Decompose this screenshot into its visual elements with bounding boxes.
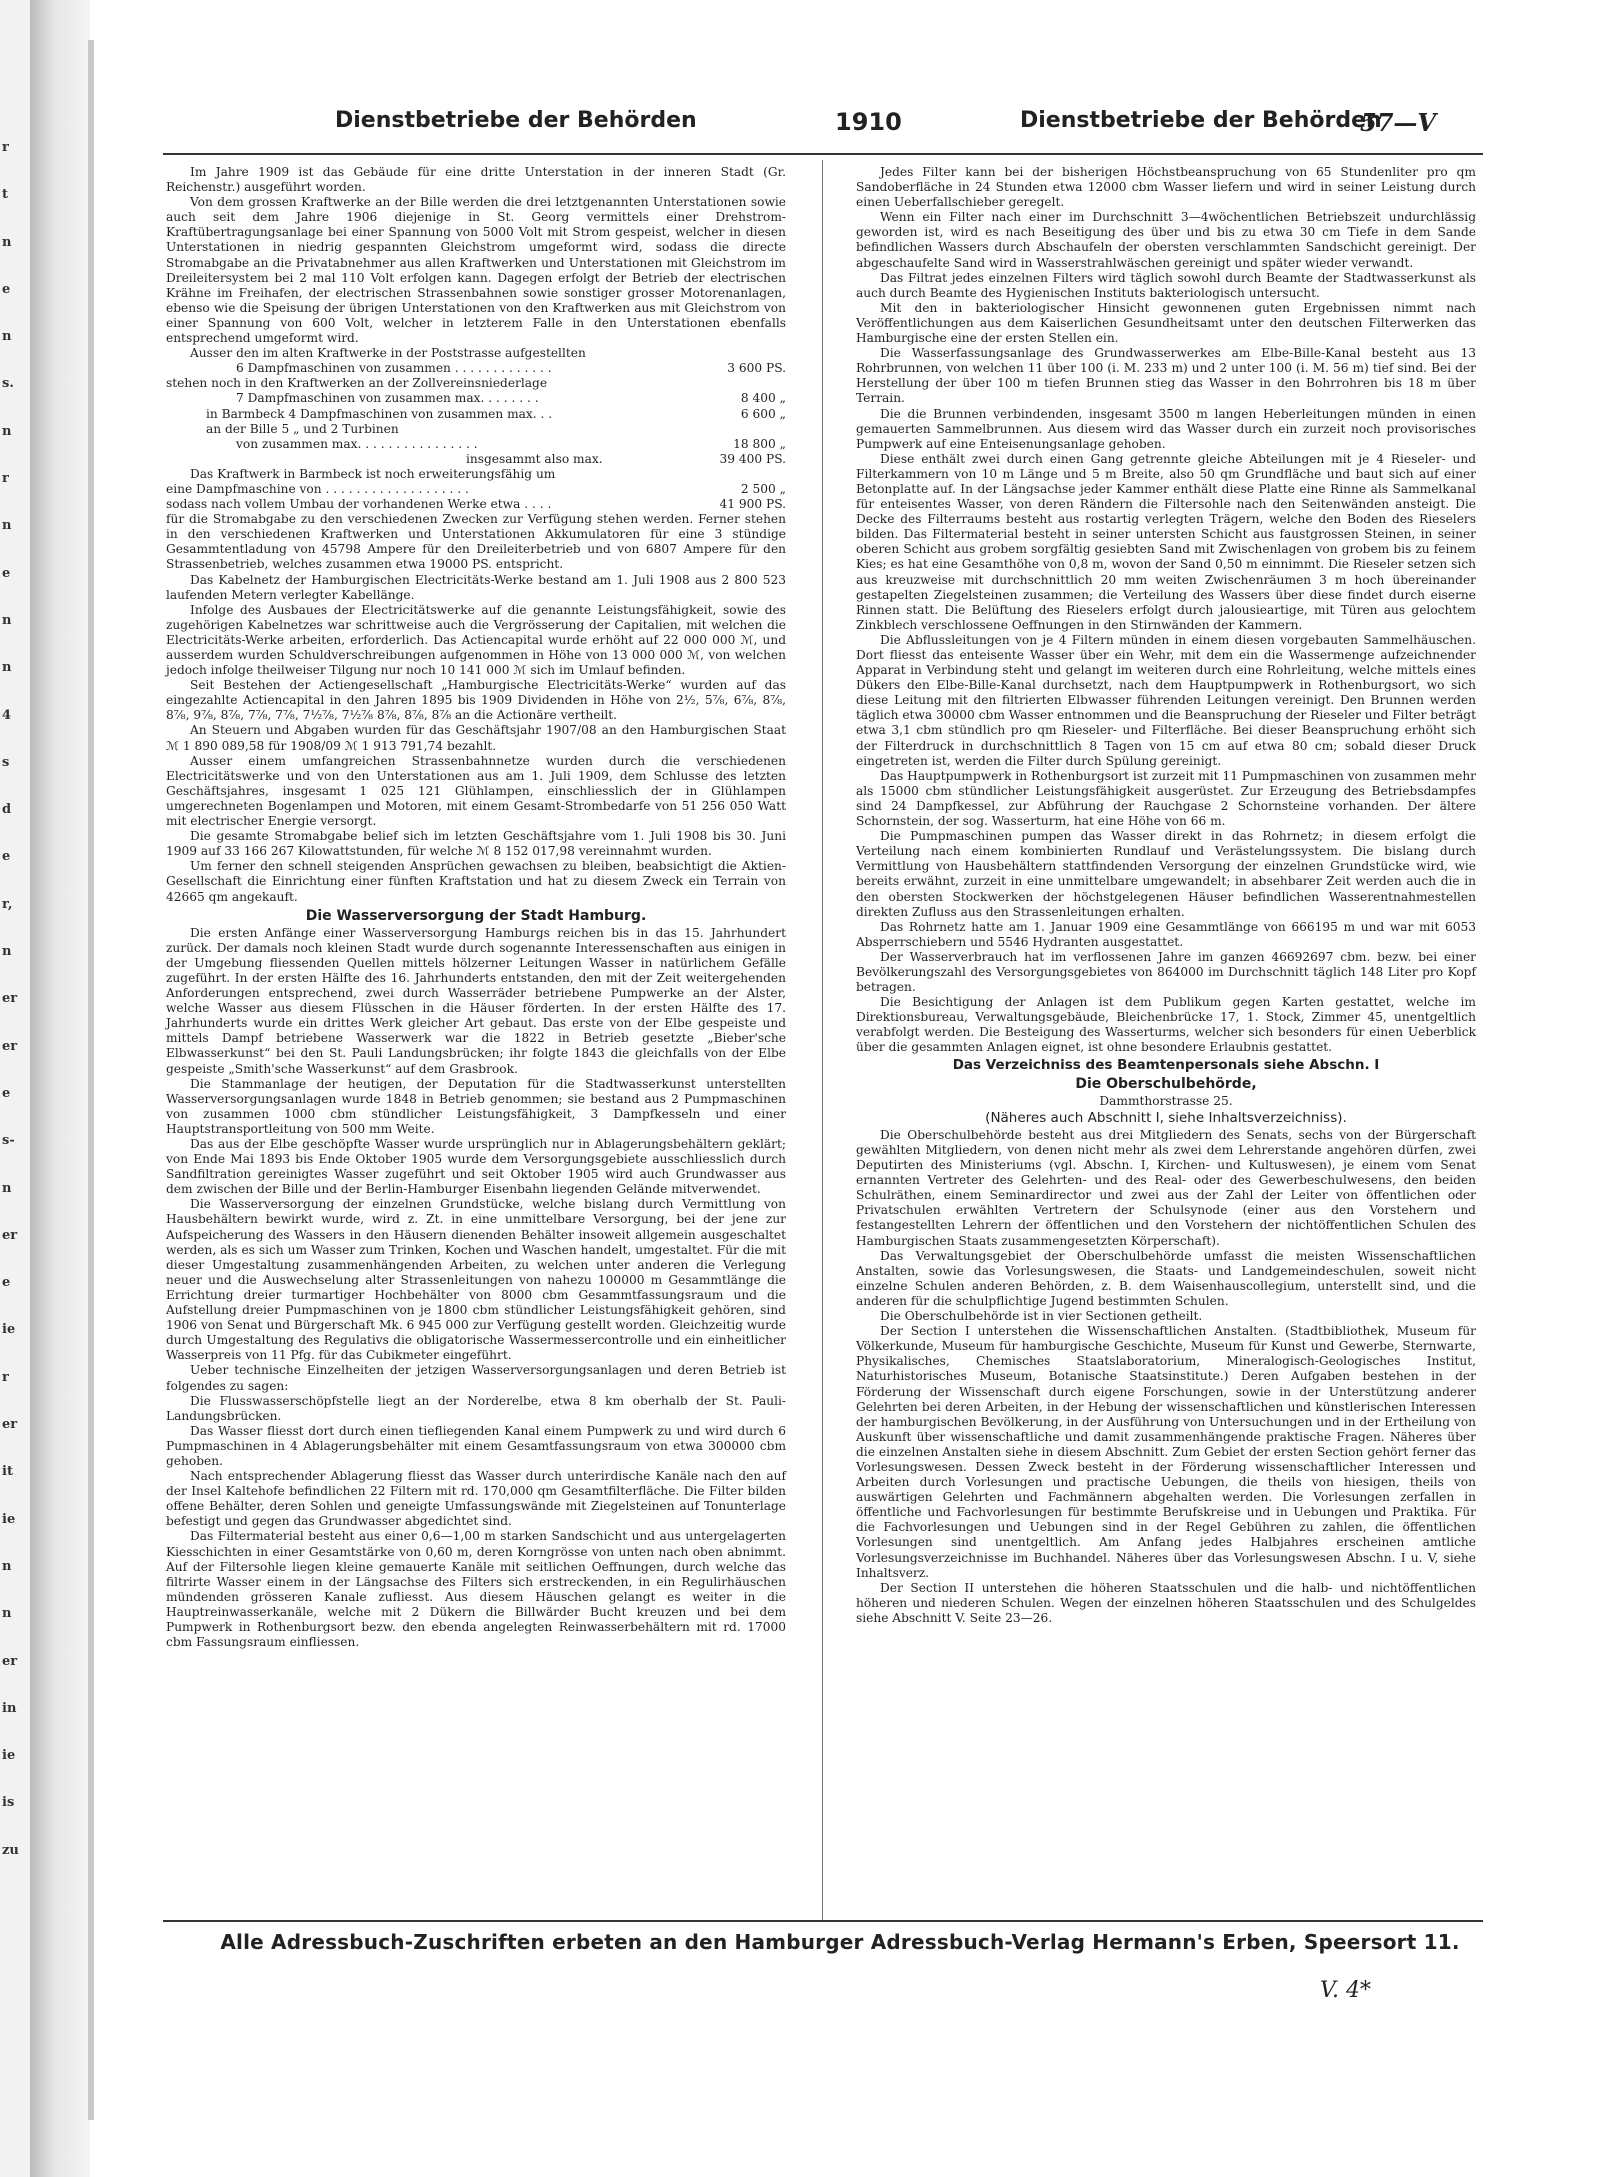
paragraph: Das Rohrnetz hatte am 1. Januar 1909 eine Gesammtlänge von 666195 m und war mit 6053 Absperrschiebern und 5546 Hydranten ausgestattet. — [856, 919, 1476, 949]
capacity-label: 7 Dampfmaschinen von zusammen max. . . . . . . . — [236, 391, 539, 406]
capacity-value: 3 600 PS. — [727, 361, 786, 376]
margin-fragment: ie — [2, 1748, 16, 1764]
staff-reference-note: Das Verzeichniss des Beamtenpersonals siehe Abschn. I — [952, 1056, 1380, 1073]
margin-fragment: e — [2, 565, 11, 581]
capacity-row — [166, 482, 786, 497]
section-heading-water: Die Wasserversorgung der Stadt Hamburg. — [305, 907, 647, 924]
margin-fragment: e — [2, 1275, 11, 1291]
margin-fragment: er — [2, 991, 18, 1007]
school-reference: (Näheres auch Abschnitt I, siehe Inhaltsverzeichniss). — [985, 1109, 1347, 1126]
capacity-row — [166, 437, 786, 452]
paragraph: Die Flusswasserschöpfstelle liegt an der Norderelbe, etwa 8 km oberhalb der St. Pauli-Landungsbrücken. — [166, 1393, 786, 1423]
paragraph: Diese enthält zwei durch einen Gang getrennte gleiche Abteilungen mit je 4 Rieseler- und Filterkammern von 10 m Länge und 5 m Breite, also 50 qm Grundfläche und baut sich auf einer Betonplatte auf. In der Längsachse jeder Kammer enthält diese Platte eine Rinne als Sammelkanal für enteisentes Wasser, von deren Rändern die Filtersohle nach den Seitenwänden ansteigt. Die Decke des Filterraums besteht aus rostartig verlegten Trägern, welche den Boden des Rieselers bilden. Das Filtermaterial besteht in seiner untersten Schicht aus faustgrossen Steinen, in seiner oberen Schicht aus grobem sorgfältig gesiebten Sand mit Zwischenlagen von grobem bis zu feinem Kies; es hat eine Gesamthöhe von 0,8 m, wovon der Sand 0,50 m einnimmt. Die Rieseler setzen sich aus kreuzweise mit durchschnittlich 20 mm weiten Zwischenräumen 3 m hoch übereinander gestapelten Ziegelsteinen zusammen; die Verteilung des Wassers über diese findet durch eiserne Rinnen statt. Die Belüftung des Rieselers erfolgt durch jalousieartige, mit Türen aus gelochtem Zinkblech verschlossene Oeffnungen in den Stirnwänden der Kammern. — [856, 451, 1476, 632]
margin-fragment: d — [2, 802, 12, 818]
paragraph: Die Abflussleitungen von je 4 Filtern münden in einem diesen vorgebauten Sammelhäuschen. Dort fliesst das enteisente Wasser über ein Wehr, mit dem ein die Wassermenge aufzeichnender Apparat in Verbindung steht und gelangt im weiteren durch eine Rohrleitung, welche mittels eines Dükers den Elbe-Bille-Kanal durchsetzt, nach dem Hauptpumpwerk in Rothenburgsort, wo sich diese Leitung mit den filtrierten Elbwasser führenden Leitungen vereinigt. Den Brunnen werden täglich etwa 30000 cbm Wasser entnommen und die Beanspruchung der Rieseler und Filter beträgt etwa 3,1 cbm stündlich pro qm Rieseler- und Filterfläche. Bei dieser Beanspruchung erhöht sich der Filterdruck in durchschnittlich 8 Tagen von 15 cm auf etwa 80 cm; sobald dieser Druck eingetreten ist, werden die Filter durch Spülung gereinigt. — [856, 632, 1476, 768]
margin-fragment: n — [2, 944, 12, 960]
margin-fragment: e — [2, 281, 11, 297]
capacity-label: in Barmbeck 4 Dampfmaschinen von zusammen max. . . — [206, 406, 553, 421]
school-address: Dammthorstrasse 25. — [1099, 1093, 1233, 1108]
margin-fragment: er — [2, 1653, 18, 1669]
paragraph: Die Wasserversorgung der einzelnen Grundstücke, welche bislang durch Vermittlung von Hausbehältern bewirkt wurde, wird z. Zt. in eine unmittelbare Versorgung, bei der jene zur Aufspeicherung des Wassers in den Häusern dienenden Behälter insoweit allgemein ausgeschaltet werden, als es sich um Wasser zum Trinken, Kochen und Waschen handelt, umgestaltet. Für die mit dieser Umgestaltung zusammenhängenden Arbeiten, zu welchen unter anderen die Verlegung neuer und die Auswechselung alter Strassenleitungen von nahezu 100000 m Gesammtlänge die Errichtung dreier turmartiger Hochbehälter von 8000 cbm Gesammtfassungsraum und die Aufstellung dreier Pumpmaschinen von je 1800 cbm stündlicher Leistungsfähigkeit gehören, sind 1906 von Senat und Bürgerschaft Mk. 6 945 000 zur Verfügung gestellt worden. Gleichzeitig wurde durch Umgestaltung des Regulativs die obligatorische Wassermessercontrolle und ein einheitlicher Wasserpreis von 11 Pfg. für das Cubikmeter eingeführt. — [166, 1197, 786, 1363]
header-rule — [163, 153, 1483, 155]
paragraph: Der Section I unterstehen die Wissenschaftlichen Anstalten. (Stadtbibliothek, Museum für Völkerkunde, Museum für hamburgische Geschichte, Museum für Kunst und Gewerbe, Sternwarte, Physikalisches, Chemisches Staatslaboratorium, Mineralogisch-Geologisches Institut, Naturhistorisches Museum, Botanische Staatsinstitute.) Deren Aufgaben bestehen in der Förderung der Wissenschaft durch eigene Forschungen, sowie in der Unterstützung anderer Gelehrten bei deren Arbeiten, in der Hebung der wissenschaftlichen und künstlerischen Interessen der hamburgischen Bevölkerung, in der Ausführung von Untersuchungen und in der Ertheilung von Auskunft über wissenschaftliche und damit zusammenhängende praktische Fragen. Näheres über die einzelnen Anstalten siehe in diesem Abschnitt. Zum Gebiet der ersten Section gehört ferner das Vorlesungswesen. Dessen Zweck besteht in der Förderung wissenschaftlicher Interessen und Arbeiten durch Vorlesungen und practische Uebungen, die theils von hiesigen, theils von auswärtigen Gelehrten und Fachmännern abgehalten werden. Die Vorlesungen zerfallen in öffentliche und Fachvorlesungen für bestimmte Berufskreise und in Uebungen und Praktika. Für die Fachvorlesungen und Uebungen sind in der Regel Gebühren zu zahlen, die öffentlichen Vorlesungen sind unentgeltlich. Am Anfang jedes Halbjahres erscheinen amtliche Vorlesungsverzeichnisse im Buchhandel. Näheres über das Vorlesungswesen Abschn. I u. V, siehe Inhaltsverz. — [856, 1324, 1476, 1580]
margin-fragment: er — [2, 1227, 18, 1243]
margin-fragment: s — [2, 754, 10, 770]
paragraph: Die Oberschulbehörde ist in vier Sectionen getheilt. — [880, 1309, 1203, 1324]
capacity-label: von zusammen max. . . . . . . . . . . . . . . . — [236, 436, 478, 451]
signature-mark: V. 4* — [1320, 1978, 1372, 2003]
margin-fragment: s. — [2, 376, 14, 392]
gutter-shadow — [88, 40, 94, 2120]
capacity-row — [166, 497, 786, 512]
footer-rule — [163, 1920, 1483, 1922]
section-heading-school: Die Oberschulbehörde, — [1075, 1075, 1257, 1092]
capacity-row — [166, 422, 786, 437]
paragraph: Die Wasserfassungsanlage des Grundwasserwerkes am Elbe-Bille-Kanal besteht aus 13 Rohrbrunnen, von welchen 11 über 100 (i. M. 233 m) und 2 unter 100 (i. M. 56 m) tief sind. Bei der Herstellung der über 100 m tiefen Brunnen stieg das Wasser in den Bohrrohren bis 18 m über Terrain. — [856, 346, 1476, 406]
margin-fragment: is — [2, 1795, 15, 1811]
paragraph: Das Filtrat jedes einzelnen Filters wird täglich sowohl durch Beamte der Stadtwasserkunst als auch durch Beamte des Hygienischen Instituts bakteriologisch untersucht. — [856, 270, 1476, 300]
paragraph: Im Jahre 1909 ist das Gebäude für eine dritte Unterstation in der inneren Stadt (Gr. Reichenstr.) ausgeführt worden. — [166, 165, 786, 195]
paragraph: Von dem grossen Kraftwerke an der Bille werden die drei letztgenannten Unterstationen sowie auch seit dem Jahre 1906 diejenige in St. Georg vermittels einer Drehstrom-Kraftübertragungsanlage bei einer Spannung von 5000 Volt mit Strom gespeist, welcher in diesen Unterstationen in niedrig gespannten Gleichstrom umgeformt wird, sodass die directe Stromabgabe an die Privatabnehmer aus allen Kraftwerken und Unterstationen mit Gleichstrom im Dreileitersystem bei 2 mal 110 Volt erfolgen kann. Dagegen erfolgt der Betrieb der electrischen Krähne im Freihafen, der electrischen Strassenbahnen sowie sonstiger grosser Motorenanlagen, ebenso wie die Speisung der übrigen Unterstationen von den Kraftwerken aus mit Gleichstrom von einer Spannung von 600 Volt, welcher in letzterem Falle in den Unterstationen ebenfalls entsprechend umgeformt wird. — [166, 195, 786, 346]
paragraph: Das Filtermaterial besteht aus einer 0,6—1,00 m starken Sandschicht und aus untergelagerten Kiesschichten in einer Gesamtstärke von 0,60 m, deren Korngrösse von unten nach oben abnimmt. Auf der Filtersohle liegen kleine gemauerte Kanäle mit seitlichen Oeffnungen, durch welche das filtrirte Wasser einem in der Längsachse des Filters sich erstreckenden, in ein Regulirhäuschen mündenden grösseren Kanale zufliesst. Aus diesem Häuschen gelangt es weiter in die Hauptreinwasserkanäle, welche mit 2 Dükern die Billwärder Bucht kreuzen und bei dem Pumpwerk in Rothenburgsort bezw. den ebenda angelegten Reinwasserbehältern mit rd. 17000 cbm Fassungsraum einfliessen. — [166, 1529, 786, 1650]
paragraph: Wenn ein Filter nach einer im Durchschnitt 3—4wöchentlichen Betriebszeit undurchlässig geworden ist, wird es nach Beseitigung des über und bis zu etwa 30 cm Tiefe in dem Sande befindlichen Wassers durch Abschaufeln der obersten verschlammten Sandschicht gereinigt. Der abgeschaufelte Sand wird in Wasserstrahlwäschen gereinigt und später wieder verwandt. — [856, 210, 1476, 270]
margin-fragment: n — [2, 660, 12, 676]
margin-fragment: n — [2, 234, 12, 250]
paragraph: Nach entsprechender Ablagerung fliesst das Wasser durch unterirdische Kanäle nach den auf der Insel Kaltehofe befindlichen 22 Filtern mit rd. 170,000 qm Gesamtfilterfläche. Die Filter bilden offene Behälter, deren Sohlen und geneigte Umfassungswände mit Ziegelsteinen auf Tonunterlage befestigt und gegen das Grundwasser abgedichtet sind. — [166, 1469, 786, 1529]
margin-fragment: t — [2, 187, 9, 203]
paragraph: Das aus der Elbe geschöpfte Wasser wurde ursprünglich nur in Ablagerungsbehältern geklärt; von Ende Mai 1893 bis Ende Oktober 1905 wurde dem Versorgungsgebiete ausschliesslich durch Sandfiltration gereinigtes Wasser zugeführt und seit Oktober 1905 wird auch Grundwasser aus dem zwischen der Bille und der Berlin-Hamburger Eisenbahn liegenden Gelände mitverwendet. — [166, 1137, 786, 1197]
paragraph: Die Besichtigung der Anlagen ist dem Publikum gegen Karten gestattet, welche im Direktionsbureau, Verwaltungsgebäude, Bleichenbrücke 17, 1. Stock, Zimmer 45, unentgeltlich verabfolgt werden. Die Besteigung des Wasserturms, welcher sich besonders für einen Ueberblick über die gesammten Anlagen eignet, ist ohne besondere Erlaubnis gestattet. — [856, 995, 1476, 1055]
header-year: 1910 — [835, 108, 902, 136]
capacity-value: 8 400 „ — [740, 391, 786, 406]
paragraph: Um ferner den schnell steigenden Ansprüchen gewachsen zu bleiben, beabsichtigt die Aktien-Gesellschaft die Einrichtung einer fünften Kraftstation und hat zu diesem Zweck ein Terrain von 42665 qm angekauft. — [166, 859, 786, 904]
capacity-row — [166, 361, 786, 376]
margin-fragment: in — [2, 1700, 17, 1716]
adjacent-page-strip — [0, 0, 32, 2177]
margin-fragment: s- — [2, 1133, 15, 1149]
margin-fragment: zu — [2, 1842, 19, 1858]
margin-fragment: n — [2, 612, 12, 628]
margin-fragment: r — [2, 140, 9, 155]
capacity-label: 6 Dampfmaschinen von zusammen . . . . . . . . . . . . . — [236, 361, 552, 376]
margin-fragment: ie — [2, 1511, 16, 1527]
page-header — [160, 108, 1530, 148]
paragraph: Mit den in bakteriologischer Hinsicht gewonnenen guten Ergebnissen nimmt nach Veröffentlichungen aus dem Kaiserlichen Gesundheitsamt unter den deutschen Filterwerken das Hamburgische eine der ersten Stellen ein. — [856, 300, 1476, 346]
paragraph: für die Stromabgabe zu den verschiedenen Zwecken zur Verfügung stehen werden. Ferner stehen in den verschiedenen Kraftwerken und Unterstationen Akkumulatoren für eine 3 stündige Gesammtentladung von 45798 Ampere für den Dreileiterbetrieb und von 6807 Ampere für den Strassenbetrieb, welches zusammen etwa 19000 PS. entspricht. — [166, 512, 786, 572]
header-page-number: 57—V — [1360, 108, 1437, 137]
paragraph: Die ersten Anfänge einer Wasserversorgung Hamburgs reichen bis in das 15. Jahrhundert zurück. Der damals noch kleinen Stadt wurde durch sogenannte Interessenschaften aus einigen in der Umgebung fliessenden Quellen mittels hölzerner Leitungen Wasser in natürlichem Gefälle zugeführt. In der ersten Hälfte des 16. Jahrhunderts entstanden, den mit der Zeit weitergehenden Anforderungen entsprechend, zwei durch Wasserräder betriebene Pumpwerke an der Alster, welche Wasser aus diesem Flüsschen in die Häuser förderten. In der ersten Hälfte des 17. Jahrhunderts wurde ein drittes Werk gleicher Art gebaut. Das erste von der Elbe gespeiste und mittels Dampf betriebene Wasserwerk war die 1822 in Betrieb gesetzte „Bieber'sche Elbwasserkunst“ bei den St. Pauli Landungsbrücken; ihr folgte 1843 die gleichfalls von der Elbe gespeiste „Smith'sche Wasserkunst“ auf dem Grasbrook. — [166, 925, 786, 1076]
margin-fragment: ie — [2, 1322, 16, 1338]
margin-fragment: n — [2, 423, 12, 439]
left-column — [166, 165, 786, 1650]
paragraph: stehen noch in den Kraftwerken an der Zollvereinsniederlage — [166, 376, 548, 391]
margin-fragment: r, — [2, 896, 13, 912]
footer-notice: Alle Adressbuch-Zuschriften erbeten an den Hamburger Adressbuch-Verlag Hermann's Erben, Speersort 11. — [220, 1930, 1460, 1954]
capacity-label: an der Bille 5 „ und 2 Turbinen — [206, 421, 399, 436]
margin-fragment: er — [2, 1038, 18, 1054]
capacity-value: 2 500 „ — [740, 481, 786, 496]
paragraph: Jedes Filter kann bei der bisherigen Höchstbeanspruchung von 65 Stundenliter pro qm Sandoberfläche in 24 Stunden etwa 12000 cbm Wasser liefern und wird in seiner Leistung durch einen Ueberfallschieber geregelt. — [856, 165, 1476, 210]
paragraph: An Steuern und Abgaben wurden für das Geschäftsjahr 1907/08 an den Hamburgischen Staat ℳ 1 890 089,58 für 1908/09 ℳ 1 913 791,74 bezahlt. — [166, 723, 786, 753]
capacity-label: eine Dampfmaschine von . . . . . . . . . . . . . . . . . . . — [166, 481, 469, 496]
margin-fragment: n — [2, 518, 12, 534]
capacity-total-row — [166, 452, 786, 467]
paragraph: Ausser einem umfangreichen Strassenbahnnetze wurden durch die verschiedenen Electricitätswerke und von den Unterstationen aus am 1. Juli 1909, dem Schlusse des letzten Geschäftsjahres, insgesamt 1 025 121 Glühlampen, einschliesslich der in Glühlampen umgerechneten Bogenlampen und Motoren, mit einem Gesamt-Strombedarfe von 51 256 050 Watt mit electrischer Energie versorgt. — [166, 753, 786, 829]
paragraph: Die Oberschulbehörde besteht aus drei Mitgliedern des Senats, sechs von der Bürgerschaft gewählten Mitgliedern, von denen nicht mehr als zwei dem Lehrerstande angehören dürfen, zwei Deputirten des Ministeriums (vgl. Abschn. I, Kirchen- und Kultuswesen), je einem vom Senat ernannten Vertreter des Gelehrten- und des Real- oder des Gewerbeschulwesens, den beiden Schulräthen, einem Seminardirector und zwei aus der Zahl der Leiter von öffentlichen oder Privatschulen erwählten Vertretern der Schulsynode (einer aus den Vorstehern und festangestellten Lehrern der öffentlichen und den Vorstehern der nichtöffentlichen Schulen des Hamburgischen Staats zusammengesetzten Körperschaft). — [856, 1127, 1476, 1248]
paragraph: Das Hauptpumpwerk in Rothenburgsort ist zurzeit mit 11 Pumpmaschinen von zusammen mehr als 15000 cbm stündlicher Leistungsfähigkeit ausgerüstet. Zur Erzeugung des Betriebsdampfes sind 24 Dampfkessel, zur Abführung der Rauchgase 2 Schornsteine vorhanden. Der ältere Schornstein, der sog. Wasserturm, hat eine Höhe von 66 m. — [856, 768, 1476, 829]
margin-fragment: n — [2, 329, 12, 345]
paragraph: Die die Brunnen verbindenden, insgesamt 3500 m langen Heberleitungen münden in einen gemauerten Sammelbrunnen. Aus diesem wird das Wasser durch ein zurzeit noch provisorisches Pumpwerk auf eine Enteisenungsanlage gehoben. — [856, 406, 1476, 451]
right-column — [856, 165, 1476, 1626]
capacity-row — [166, 407, 786, 422]
margin-fragment: r — [2, 1369, 9, 1385]
paragraph: Das Kabelnetz der Hamburgischen Electricitäts-Werke bestand am 1. Juli 1908 aus 2 800 523 laufenden Metern verlegter Kabellänge. — [166, 572, 786, 602]
paragraph: Das Wasser fliesst dort durch einen tiefliegenden Kanal einem Pumpwerk zu und wird durch 6 Pumpmaschinen in 4 Ablagerungsbehälter mit einem Gesamtfassungsraum von etwa 300000 cbm gehoben. — [166, 1423, 786, 1468]
paragraph: Infolge des Ausbaues der Electricitätswerke auf die genannte Leistungsfähigkeit, sowie des zugehörigen Kabelnetzes war schrittweise auch die Vergrösserung der Capitalien, mit welchen die Electricitäts-Werke arbeiten, erforderlich. Das Actiencapital wurde erhöht auf 22 000 000 ℳ, und ausserdem wurden Schuldverschreibungen aufgenommen in Höhe von 13 000 000 ℳ, von welchen jedoch infolge theilweiser Tilgung nur noch 10 141 000 ℳ sich im Umlauf befinden. — [166, 602, 786, 678]
margin-fragment: it — [2, 1464, 13, 1480]
paragraph: Das Verwaltungsgebiet der Oberschulbehörde umfasst die meisten Wissenschaftlichen Anstalten, sowie das Vorlesungswesen, die Staats- und Landgemeindeschulen, soweit nicht einzelne Schulen anderen Behörden, z. B. dem Waisenhauscollegium, unterstellt sind, und die anderen für die schulpflichtige Jugend bestimmten Schulen. — [856, 1248, 1476, 1308]
margin-fragment: n — [2, 1558, 12, 1574]
header-left-title: Dienstbetriebe der Behörden — [335, 108, 697, 133]
paragraph: Der Section II unterstehen die höheren Staatsschulen und die halb- und nichtöffentlichen höheren und niederen Schulen. Wegen der einzelnen höheren Staatsschulen und des Schulgeldes siehe Abschnitt V. Seite 23—26. — [856, 1580, 1476, 1625]
column-divider — [822, 160, 823, 1920]
capacity-value: 18 800 „ — [733, 436, 786, 451]
margin-fragment: e — [2, 1085, 11, 1101]
capacity-label: sodass nach vollem Umbau der vorhandenen Werke etwa . . . . — [166, 497, 552, 512]
paragraph: Die Pumpmaschinen pumpen das Wasser direkt in das Rohrnetz; in diesem erfolgt die Verteilung nach einem kombinierten Rundlauf und Verästelungssystem. Die bislang durch Vermittlung von Hausbehältern stattfindenden Versorgung der einzelnen Grundstücke wird, wie bereits erwähnt, zurzeit in eine unmittelbare umgewandelt; in absehbarer Zeit werden auch die in den obersten Stockwerken der höchstgelegenen Häuser befindlichen Wasserentnahmestellen direkten Zufluss aus den Strassenleitungen erhalten. — [856, 829, 1476, 919]
paragraph: Ueber technische Einzelheiten der jetzigen Wasserversorgungsanlagen und deren Betrieb ist folgendes zu sagen: — [166, 1363, 786, 1393]
margin-fragment: 4 — [2, 707, 12, 723]
paragraph: Das Kraftwerk in Barmbeck ist noch erweiterungsfähig um — [190, 466, 556, 481]
margin-fragment: e — [2, 849, 11, 865]
capacity-row — [166, 391, 786, 406]
header-right-title: Dienstbetriebe der Behörden — [1020, 108, 1382, 133]
paragraph: Die gesamte Stromabgabe belief sich im letzten Geschäftsjahre vom 1. Juli 1908 bis 30. Juni 1909 auf 33 166 267 Kilowattstunden, für welche ℳ 8 152 017,98 vereinnahmt wurden. — [166, 829, 786, 859]
margin-fragment: n — [2, 1606, 12, 1622]
document-page — [100, 90, 1530, 2150]
margin-fragment: r — [2, 471, 9, 487]
paragraph: Seit Bestehen der Actiengesellschaft „Hamburgische Electricitäts-Werke“ wurden auf das eingezahlte Actiencapital in den Jahren 1895 bis 1909 Dividenden in Höhe von 2½, 5⅞, 6⅞, 8⅞, 8⅞, 9⅞, 8⅞, 7⅞, 7⅞, 7½⅞, 7½⅞ 8⅞, 8⅞, 8⅞ an die Actionäre vertheilt. — [166, 678, 786, 723]
paragraph: Ausser den im alten Kraftwerke in der Poststrasse aufgestellten — [190, 346, 586, 361]
margin-fragment: er — [2, 1417, 18, 1433]
paragraph: Der Wasserverbrauch hat im verflossenen Jahre im ganzen 46692697 cbm. bezw. bei einer Bevölkerungszahl des Versorgungsgebietes von 864000 im Durchschnitt täglich 148 Liter pro Kopf betragen. — [856, 949, 1476, 995]
capacity-value: 6 600 „ — [740, 406, 786, 421]
book-gutter — [30, 0, 90, 2177]
capacity-label: insgesammt also max. — [466, 451, 603, 466]
paragraph: Die Stammanlage der heutigen, der Deputation für die Stadtwasserkunst unterstellten Wasserversorgungsanlagen wurde 1848 in Betrieb genommen; sie bestand aus 2 Pumpmaschinen von zusammen 1000 cbm stündlicher Leistungsfähigkeit, 3 Dampfkesseln und einer Hauptstransportleitung von 500 mm Weite. — [166, 1076, 786, 1136]
capacity-value: 41 900 PS. — [719, 497, 786, 512]
margin-fragment: n — [2, 1180, 12, 1196]
capacity-value: 39 400 PS. — [719, 451, 786, 466]
